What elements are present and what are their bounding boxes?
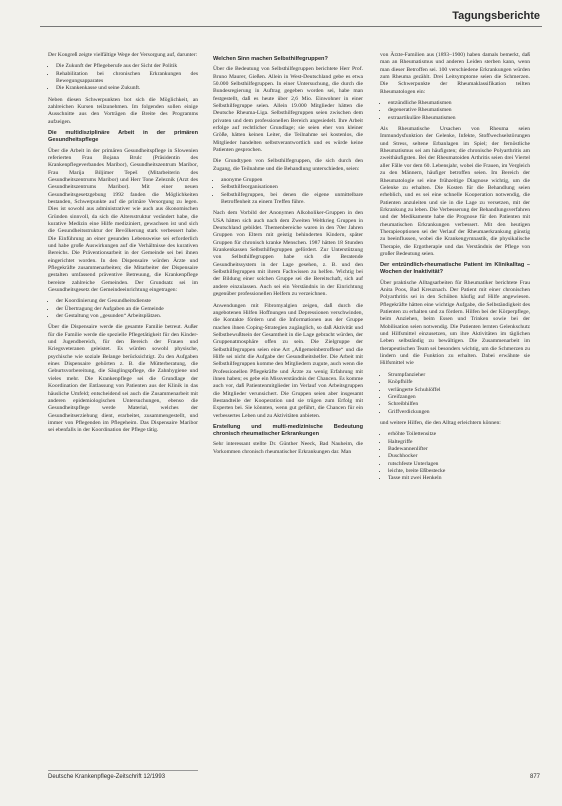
paragraph: und weitere Hilfen, die den Alltag erleichtern können: — [380, 419, 501, 426]
list-item: • der Gestaltung von „gesunden“ Arbeitsplätzen. — [56, 313, 198, 320]
column-2 — [213, 52, 363, 460]
paragraph: Nach dem Vorbild der Anonymen Alkoholiker-Gruppen in den USA hätten sich auch nach dem Zweiten Weltkrieg Gruppen in Deutschland gebildet. Themenbereiche waren in den 70er Jahren Gruppen von Eltern mit geistig behinderten Kindern, später Gruppen für chronisch kranke Menschen. 1987 hätten 18 Stunden Krankenkassen Selbsthilfegruppen gefördert. Zur Unterstützung von Selbsthilfegruppen habe sich die Beratende Gesundheitssystem in der Lage gesehen, z. B. und den Selbsthilfegruppen mit ihrem Fachwissen zu helfen. Wichtig bei der Bildung einer solchen Gruppe sei die Bereitschaft, sich auf andere einzulassen. Auch sei ein Verständnis in der Einrichtung gegenüber professionellen Helfern zu verzeichnen. — [213, 210, 363, 298]
list-item: • Greifzangen — [388, 394, 530, 401]
subheading: Erstellung und multi-medizinische Bedeutung chronisch rheumatischer Erkrankungen — [213, 424, 363, 438]
bullet-list — [48, 298, 198, 320]
section-title: Tagungsberichte — [452, 10, 540, 22]
list-item: • Schreibhilfen — [388, 401, 530, 408]
bullet-list — [213, 177, 363, 206]
list-item: • Griffverdickungen — [388, 409, 530, 416]
list-item: • Selbsthilfegruppen, bei denen die eigene unmittelbare Betroffenheit zu einem Treffen führe. — [221, 192, 363, 207]
paragraph: Der Kongreß zeigte vielfältige Wege der Versorgung auf, darunter: — [48, 52, 198, 58]
list-item: • Die Zukunft der Pflegeberufe aus der Sicht der Politik — [56, 63, 198, 70]
list-item: • Tasse mit zwei Henkeln — [388, 475, 530, 482]
footer-rule — [48, 770, 198, 771]
subheading: Welchen Sinn machen Selbsthilfegruppen? — [213, 56, 328, 62]
list-item: • Rehabilitation bei chronischen Erkrankungen des Bewegungsapparates — [56, 71, 198, 86]
bullet-list — [380, 100, 530, 122]
column-1 — [48, 52, 198, 439]
bullet-list — [48, 63, 198, 92]
list-item: • der Übertragung der Aufgaben an die Gemeinde — [56, 306, 198, 313]
list-item: • verlängerte Schuhlöffel — [388, 387, 530, 394]
list-item: • anonyme Gruppen — [221, 177, 363, 184]
list-item: • Duschhocker — [388, 453, 530, 460]
list-item: • entzündliche Rheumatismen — [388, 100, 530, 107]
bullet-list — [380, 372, 530, 416]
subheading: Der entzündlich-rheumatische Patient im Klinikalltag – Wochen der Inaktivität? — [380, 262, 530, 276]
bullet-list — [380, 431, 530, 482]
list-item: • erhöhte Toilettensitze — [388, 431, 530, 438]
paragraph: von Ärzte-Familien aus (1893–1900) haben damals bemerkt, daß man an Rheumatismus und anderen Leiden sterben kann, wenn man dieser Betroffen sei. 100 verschiedene Erkrankungen würden zum Rheuma gezählt. Drei Leitsymptome seien die Schmerzen. Die Schwerpunkte der Rheumaklassifikation teilten Rheumatologen ein: — [380, 52, 530, 95]
list-item: • Strumpfanzieher — [388, 372, 530, 379]
list-item: • rutschfeste Unterlagen — [388, 461, 530, 468]
list-item: • Knöpfhilfe — [388, 379, 530, 386]
paragraph: Sehr interessant stellte Dr. Günther Neeck, Bad Nauheim, die Vorkommen chronisch rheumatischer Erkrankungen dar. Man — [213, 441, 363, 455]
list-item: • Haltegriffe — [388, 439, 530, 446]
list-item: • Selbsthilfeorganisationen — [221, 184, 363, 191]
list-item: • Die Krankenkasse und seine Zukunft. — [56, 85, 198, 92]
paragraph: Die Grundtypen von Selbsthilfegruppen, die sich durch den Zugang, die Teilnahme und die Behandlung unterschieden, seien: — [213, 158, 363, 172]
journal-source: Deutsche Krankenpflege-Zeitschrift 12/1993 — [48, 774, 166, 780]
list-item: • der Koordinierung der Gesundheitsdienste — [56, 298, 198, 305]
paragraph: Über die Arbeit in der primären Gesundheitspflege in Slowenien referierten Frau Bojana Brulc (Präsidentin des Krankenpflegeverbandes Maribor), Gesundheitszentrum Maribor, Frau Marija Biljimer Tepeš (Mitarbeiterin des Gesundheitszentrums Maribor) und Herr Tone Zeleznik (Arzt des Gesundheitszentrums Maribor). Mit einer neuen Gesundheitsgesetzgebung 1992 fanden die Möglichkeiten bestanden, Schwerpunkte auf die primäre Versorgung zu legen. Dies ist sowohl aus administrativer wie auch aus ökonomischen Gründen sinnvoll, da sich die Altersstruktur verändert habe, die kurative Medizin eine Hilfe mediziniert, gewachsen ist und sich die Gesundheitsstruktur der Bevölkerung stark verbessert habe. Die Einführung an einer gesunden Lebensweise sei erforderlich und habe große Auswirkungen auf die Verhältnisse des kurativen Bereichs. Die Präventionsarbeit in der Gemeinde sei bei ihnen eingerichtet worden. In den Dispensaire würden Ärzte und Pflegekräfte zusammenarbeiten; die Mitarbeiter der Dispensaire gestalten umfassend präventive Betreuung, die Krankenpflege bereiste zahlreiche Gemeinden. Der Grundsatz sei im Gesundheitsgesetz der Gemeindeeinrichtung eingetragen: — [48, 147, 198, 294]
paragraph: Als Rheumatische Ursachen von Rheuma seien Immundysfunktion der Gelenke, Infekte, Stoffwechselstörungen und Stress, seltene Erbanlagen im Spiel; der fernöstliche Rheumatismus sei am häufigsten; die chronische Polyarthritis am zweithäufigsten. Bei der Rheumatoiden Arthritis seien drei Viertel aller Fälle vor dem 60. Lebensjahr, wobei die Frauen, im Vergleich zu den Männern, häufiger betroffen seien. Im Bereich der Rheumatologie sei eine frühzeitige Diagnose wichtig, um die Gelenke zu erhalten. Die Kosten für die Behandlung seien erheblich, und es sei eine schnelle Kooperation notwendig, die Patienten anzuleiten und sie in die Lage zu versetzen, mit der Erkrankung zu leben. Die Verbesserung der Behandlungsverfahren und der Medikamente habe die Prognose für den Patienten mit rheumatischen Erkrankungen verbessert. Mit den heutigen Therapieoptionen sei der Verlauf der Rheumaerkrankung günstig zu beeinflussen, wobei die Krankengymnastik, die physikalische Therapie, die Ergotherapie und das Verständnis der Pflege von großer Bedeutung seien. — [380, 126, 530, 257]
paragraph: Neben diesen Schwerpunkten bot sich die Möglichkeit, an zahlreichen Kursen teilzunehmen. Im folgenden sollen einige Ausschnitte aus den Vorträgen die Breite des Programms aufzeigen. — [48, 96, 198, 125]
list-item: • Badewannenlifter — [388, 446, 530, 453]
subheading: Die multidisziplinäre Arbeit in der primären Gesundheitspflege — [48, 130, 198, 144]
list-item: • degenerative Rheumatismen — [388, 107, 530, 114]
paragraph: Über die Bedeutung von Selbsthilfegruppen berichtete Herr Prof. Bruno Maurer, Gießen. Allein in West-Deutschland gebe es etwa 50.000 Selbsthilfegruppen. In einer Untersuchung, die durch die Bundesregierung in Auftrag gegeben worden sei, habe man festgestellt, daß es heute über 2,6 Mio. Einwohner in einer Selbsthilfegruppe seien. Allein 19.000 Mitglieder hätten die Deutsche Rheuma-Liga. Selbsthilfegruppen seien zwischen dem privaten und dem professionellen Bereich angesiedelt. Ihre Arbeit erfolge auf rechtlicher Grundlage; sie seien eher von kleiner Größe, hätten keinen Leiter, die Teilnahme sei kostenlos, die Mitglieder handelten selbstverantwortlich und es würde keine Patienten gesprochen. — [213, 66, 363, 153]
list-item: • extraartikuläre Rheumatismen — [388, 115, 530, 122]
paragraph: Über praktische Alltagsarbeiten für Rheumatiker berichtete Frau Anita Poos, Bad Kreuznach. Der Patient mit einer chronischen Polyarthritis sei in den Schüben häufig auf Hilfe angewiesen. Pflegekräfte hätten eine wichtige Aufgabe, die Selbständigkeit des Patienten zu erhalten und zu fördern. Hilfen bei der Körperpflege, beim Anziehen, beim Essen und Trinken sowie bei der Mobilisation seien notwendig. Die Patienten lernten Gelenkschutz und Hilfsmittel einzusetzen, um ihre Aktivitäten im täglichen Leben selbständig zu bewältigen. Die Zusammenarbeit im therapeutischen Team sei besonders wichtig, um die Schmerzen zu lindern und die Funktion zu erhalten. Dabei erwähnte sie Hilfsmittel wie — [380, 279, 530, 367]
page-header — [0, 10, 562, 26]
page-number: 877 — [529, 774, 540, 780]
header-rule — [40, 26, 542, 27]
paragraph: Anwendungen mit Fibromyalgien zeigen, daß durch die angebotenen Hilfen Hoffnungen und Depressionen verschwinden, die Kontakte fördern und die Informationen aus der Gruppe machen ihnen Coping-Strategien zugänglich, so daß Aktivität und Selbstbewußtsein der Gesamtheit in die Lage gebracht würden, der Gruppenatmosphäre offen zu sein. Die Zielgruppe der Selbsthilfegruppen seien eine Art „Allgemeinbetroffene“ und die Hilfe sei nicht die Aufgabe der Gesundheitshelfer. Die Arbeit mit Selbsthilfegruppen komme den Mitgliedern zugute, auch wenn die Professionellen Pflegekräfte und Ärzte zu wenig Erfahrung mit ihnen haben; es gebe ein Missverständnis der Chancen. Es komme auch vor, daß Patientenmitglieder im Verlauf von Arbeitsgruppen die Mitglieder verunsichert. Die Gruppen seien aber insgesamt Bestandteile der Kooperation und sie trügen zum Erfolg mit Experten bei. Sie könnten, wenn gut geführt, die Chancen für ein verbessertes Leben und zu Aktivitäten anbieten. — [213, 302, 363, 419]
paragraph: Über die Dispensaire werde die gesamte Familie betreut. Außer für die Familie werde die spezielle Pflegetätigkeit für den Kinder- und Jugendbereich, für den Bereich der Frauen und Kriegsveteranen geleistet. Es würden sowohl physische, psychische wie soziale Belange berücksichtigt. Zu den Aufgaben eines Dispensaire gehörten z. B. die Mütterberatung, die Geburtsvorbereitung, die Säuglingspflege, die Zahnhygiene und vieles mehr. Die Krankenpflege sei die Grundlage der Koordination der Entlassung von Patienten aus der Klinik in das häusliche Umfeld; entscheidend sei auch die Zusammenarbeit mit anderen epidemiologischen Untersuchungen, ebenso die Gesundheitspflege werde Material, welches der Gesundheitserziehung dient, erarbeitet, zusammengestellt, und immer von Pflegenden im Pflegeheim. Das Dispensaire Maribor sei ebenfalls in der Koordination der Pflege tätig. — [48, 324, 198, 434]
column-3 — [380, 52, 530, 487]
list-item: • leichte, breite Eßbestecke — [388, 468, 530, 475]
